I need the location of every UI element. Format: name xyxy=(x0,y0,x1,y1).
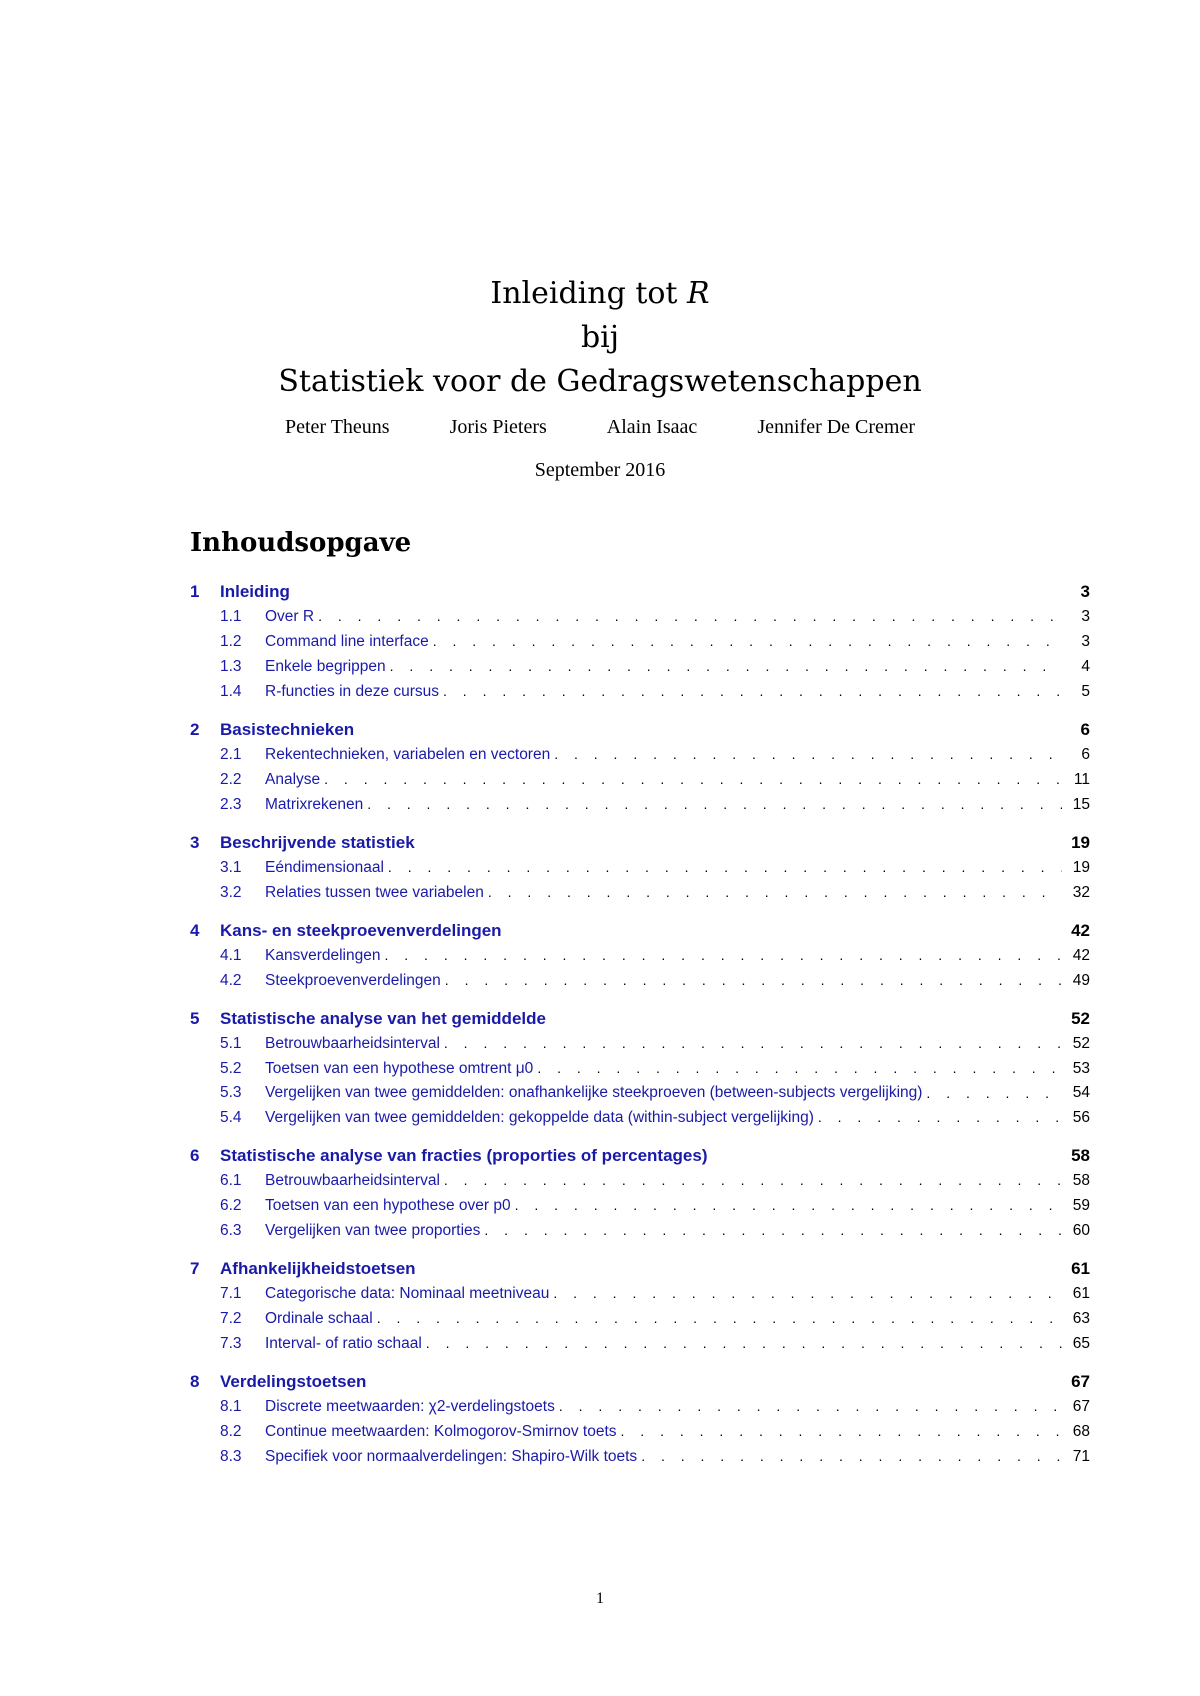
toc-section-number: 2.3 xyxy=(220,796,242,813)
toc-section-title: Steekproevenverdelingen xyxy=(265,972,441,989)
toc-chapter-page: 19 xyxy=(1071,833,1090,852)
toc-section-number: 1.4 xyxy=(220,683,242,700)
toc-section-link[interactable] xyxy=(190,1331,1090,1356)
toc-section-page: 15 xyxy=(1072,796,1090,813)
toc-section-title: Vergelijken van twee gemiddelden: onafhankelijke steekproeven (between-subjects vergelijking) xyxy=(265,1084,923,1101)
toc-chapter-page: 61 xyxy=(1071,1259,1090,1278)
toc-chapter-title: Verdelingstoetsen xyxy=(220,1372,367,1391)
author: Peter Theuns xyxy=(284,416,390,438)
toc-section-number: 5.2 xyxy=(220,1060,242,1077)
toc-section-page: 61 xyxy=(1072,1285,1090,1302)
toc-leader-dots xyxy=(550,742,1062,766)
toc-leader-dots xyxy=(814,1105,1062,1129)
toc-section-number: 5.1 xyxy=(220,1035,242,1052)
title-line-2: bij xyxy=(580,320,620,355)
toc-section-number: 4.2 xyxy=(220,972,242,989)
toc-section-page: 65 xyxy=(1072,1335,1090,1352)
title-prefix: Inleiding tot xyxy=(490,276,678,311)
toc-section-page: 52 xyxy=(1072,1035,1090,1052)
toc-section-title: Vergelijken van twee gemiddelden: gekoppelde data (within-subject vergelijking) xyxy=(265,1109,814,1126)
toc-section-title: Ordinale schaal xyxy=(265,1310,373,1327)
toc-chapter xyxy=(190,919,1090,993)
toc-section-number: 3.2 xyxy=(220,884,242,901)
toc-chapter-title: Kans- en steekproevenverdelingen xyxy=(220,921,502,940)
toc-section-number: 7.3 xyxy=(220,1335,242,1352)
toc-section-number: 5.4 xyxy=(220,1109,242,1126)
toc-leader-dots xyxy=(373,1306,1062,1330)
toc-section-number: 5.3 xyxy=(220,1084,242,1101)
toc-section-page: 4 xyxy=(1081,658,1090,675)
toc-section-title: Kansverdelingen xyxy=(265,947,381,964)
toc-section-page: 56 xyxy=(1072,1109,1090,1126)
toc-leader-dots xyxy=(617,1419,1062,1443)
toc-chapter-page: 42 xyxy=(1071,921,1090,940)
toc-chapter xyxy=(190,831,1090,905)
toc-chapter-number: 8 xyxy=(190,1372,200,1391)
toc-leader-dots xyxy=(440,1031,1062,1055)
toc-leader-dots xyxy=(922,1081,1062,1105)
toc-section-page: 54 xyxy=(1072,1084,1090,1101)
toc-section-link[interactable] xyxy=(190,1031,1090,1056)
toc-chapter-link[interactable] xyxy=(190,1257,1090,1281)
toc-section-link[interactable] xyxy=(190,1419,1090,1444)
toc-section-link[interactable] xyxy=(190,629,1090,654)
toc-section-page: 3 xyxy=(1081,633,1090,650)
author-list xyxy=(0,416,1200,439)
title-block xyxy=(0,272,1200,482)
toc-leader-dots xyxy=(429,629,1062,653)
toc-section-page: 11 xyxy=(1073,771,1090,788)
toc-section-page: 5 xyxy=(1081,683,1090,700)
toc-section-title: Over R xyxy=(265,608,315,625)
toc-section-number: 7.1 xyxy=(220,1285,242,1302)
toc-leader-dots xyxy=(439,679,1062,703)
toc-section-link[interactable] xyxy=(190,1218,1090,1243)
toc-section-page: 58 xyxy=(1072,1172,1090,1189)
toc-leader-dots xyxy=(555,1394,1062,1418)
toc-chapter-title: Afhankelijkheidstoetsen xyxy=(220,1259,416,1278)
toc-section-link[interactable] xyxy=(190,767,1090,792)
toc-section-title: Betrouwbaarheidsinterval xyxy=(265,1172,440,1189)
toc-chapter-number: 3 xyxy=(190,833,200,852)
toc-heading: Inhoudsopgave xyxy=(190,528,412,558)
toc-section-page: 19 xyxy=(1072,859,1090,876)
toc-leader-dots xyxy=(440,1168,1062,1192)
toc-chapter-link[interactable] xyxy=(190,718,1090,742)
toc-chapter-page: 67 xyxy=(1071,1372,1090,1391)
toc-section-title: Interval- of ratio schaal xyxy=(265,1335,422,1352)
toc-leader-dots xyxy=(549,1281,1062,1305)
toc-chapter-title: Statistische analyse van fracties (proporties of percentages) xyxy=(220,1146,708,1165)
toc-section-page: 63 xyxy=(1072,1310,1090,1327)
toc-section-number: 1.1 xyxy=(220,608,242,625)
toc-section-title: Vergelijken van twee proporties xyxy=(265,1222,481,1239)
toc-chapter xyxy=(190,718,1090,817)
toc-chapter-link[interactable] xyxy=(190,1007,1090,1031)
toc-section-link[interactable] xyxy=(190,1394,1090,1419)
toc-section-link[interactable] xyxy=(190,880,1090,905)
toc-chapter xyxy=(190,1370,1090,1469)
toc-section-page: 59 xyxy=(1072,1197,1090,1214)
toc-chapter-number: 5 xyxy=(190,1009,200,1028)
toc-section-link[interactable] xyxy=(190,1081,1090,1105)
toc-section-page: 3 xyxy=(1081,608,1090,625)
toc-chapter-page: 58 xyxy=(1071,1146,1090,1165)
toc-leader-dots xyxy=(386,654,1062,678)
toc-leader-dots xyxy=(380,943,1062,967)
toc-chapter-link[interactable] xyxy=(190,580,1090,604)
toc-section-link[interactable] xyxy=(190,855,1090,880)
toc-section-link[interactable] xyxy=(190,1168,1090,1193)
toc-chapter-number: 2 xyxy=(190,720,200,739)
toc-section-page: 6 xyxy=(1081,746,1090,763)
toc-section-number: 2.2 xyxy=(220,771,242,788)
toc-chapter-page: 52 xyxy=(1071,1009,1090,1028)
toc-section-title: Specifiek voor normaalverdelingen: Shapiro-Wilk toets xyxy=(265,1448,638,1465)
toc-section-title: Matrixrekenen xyxy=(265,796,364,813)
toc-section-number: 6.1 xyxy=(220,1172,242,1189)
publication-date: September 2016 xyxy=(534,459,666,481)
toc-section-page: 67 xyxy=(1072,1398,1090,1415)
toc-section-page: 53 xyxy=(1072,1060,1090,1077)
toc-section-link[interactable] xyxy=(190,792,1090,817)
toc-section-title: Toetsen van een hypothese over p0 xyxy=(265,1197,511,1214)
toc-section-link[interactable] xyxy=(190,1444,1090,1469)
toc-leader-dots xyxy=(484,880,1062,904)
title-line-1 xyxy=(0,272,1200,316)
toc-chapter-number: 6 xyxy=(190,1146,200,1165)
toc-chapter xyxy=(190,1007,1090,1130)
toc-section-link[interactable] xyxy=(190,1306,1090,1331)
title-line-3: Statistiek voor de Gedragswetenschappen xyxy=(278,364,922,399)
toc-chapter xyxy=(190,1144,1090,1243)
toc-section-title: Toetsen van een hypothese omtrent μ0 xyxy=(265,1060,534,1077)
toc-section-title: Discrete meetwaarden: χ2-verdelingstoets xyxy=(265,1398,555,1415)
toc-chapter-link[interactable] xyxy=(190,831,1090,855)
author: Alain Isaac xyxy=(606,416,698,438)
toc-section-link[interactable] xyxy=(190,1056,1090,1081)
toc-chapter-link[interactable] xyxy=(190,1144,1090,1168)
toc-section-number: 2.1 xyxy=(220,746,242,763)
toc-section-title: Eéndimensionaal xyxy=(265,859,384,876)
toc-section-title: Rekentechnieken, variabelen en vectoren xyxy=(265,746,551,763)
toc-chapter-title: Statistische analyse van het gemiddelde xyxy=(220,1009,546,1028)
toc-section-number: 7.2 xyxy=(220,1310,242,1327)
toc-section-page: 42 xyxy=(1072,947,1090,964)
toc-section-link[interactable] xyxy=(190,1193,1090,1218)
page-number: 1 xyxy=(596,1590,604,1607)
table-of-contents xyxy=(190,528,1090,1483)
toc-leader-dots xyxy=(314,604,1062,628)
toc-section-number: 8.1 xyxy=(220,1398,242,1415)
toc-section-number: 4.1 xyxy=(220,947,242,964)
toc-section-number: 8.2 xyxy=(220,1423,242,1440)
toc-leader-dots xyxy=(637,1444,1062,1468)
toc-leader-dots xyxy=(480,1218,1062,1242)
toc-section-link[interactable] xyxy=(190,679,1090,704)
toc-chapter-number: 7 xyxy=(190,1259,200,1278)
title-r-symbol: R xyxy=(687,276,710,311)
toc-section-link[interactable] xyxy=(190,968,1090,993)
toc-section-page: 32 xyxy=(1072,884,1090,901)
toc-section-number: 1.2 xyxy=(220,633,242,650)
toc-chapter-number: 4 xyxy=(190,921,200,940)
toc-chapter-title: Inleiding xyxy=(220,582,290,601)
toc-chapter-number: 1 xyxy=(190,582,200,601)
toc-leader-dots xyxy=(422,1331,1062,1355)
toc-chapter-page: 6 xyxy=(1080,720,1090,739)
author: Joris Pieters xyxy=(449,416,547,438)
toc-chapter-title: Beschrijvende statistiek xyxy=(220,833,415,852)
toc-chapter-page: 3 xyxy=(1080,582,1090,601)
toc-section-number: 3.1 xyxy=(220,859,242,876)
toc-leader-dots xyxy=(533,1056,1062,1080)
toc-chapter-link[interactable] xyxy=(190,1370,1090,1394)
toc-section-number: 1.3 xyxy=(220,658,242,675)
toc-section-title: Relaties tussen twee variabelen xyxy=(265,884,484,901)
toc-chapter-title: Basistechnieken xyxy=(220,720,355,739)
toc-section-link[interactable] xyxy=(190,654,1090,679)
toc-section-title: Continue meetwaarden: Kolmogorov-Smirnov toets xyxy=(265,1423,617,1440)
toc-chapter-list xyxy=(190,580,1090,1469)
author: Jennifer De Cremer xyxy=(757,416,916,438)
toc-section-number: 6.3 xyxy=(220,1222,242,1239)
toc-chapter-link[interactable] xyxy=(190,919,1090,943)
toc-leader-dots xyxy=(320,767,1062,791)
toc-section-page: 68 xyxy=(1072,1423,1090,1440)
toc-section-title: Betrouwbaarheidsinterval xyxy=(265,1035,440,1052)
toc-section-link[interactable] xyxy=(190,742,1090,767)
toc-section-title: Command line interface xyxy=(265,633,429,650)
toc-section-number: 6.2 xyxy=(220,1197,242,1214)
toc-section-link[interactable] xyxy=(190,943,1090,968)
toc-leader-dots xyxy=(384,855,1062,879)
toc-leader-dots xyxy=(363,792,1062,816)
toc-section-title: Analyse xyxy=(265,771,321,788)
toc-section-page: 60 xyxy=(1072,1222,1090,1239)
toc-section-number: 8.3 xyxy=(220,1448,242,1465)
toc-section-link[interactable] xyxy=(190,1105,1090,1130)
toc-chapter xyxy=(190,1257,1090,1356)
toc-section-title: Categorische data: Nominaal meetniveau xyxy=(265,1285,550,1302)
toc-section-title: Enkele begrippen xyxy=(265,658,386,675)
toc-leader-dots xyxy=(511,1193,1062,1217)
toc-section-link[interactable] xyxy=(190,1281,1090,1306)
toc-section-title: R-functies in deze cursus xyxy=(265,683,440,700)
toc-chapter xyxy=(190,580,1090,704)
toc-section-page: 49 xyxy=(1072,972,1090,989)
toc-section-page: 71 xyxy=(1072,1448,1090,1465)
toc-section-link[interactable] xyxy=(190,604,1090,629)
toc-leader-dots xyxy=(441,968,1062,992)
